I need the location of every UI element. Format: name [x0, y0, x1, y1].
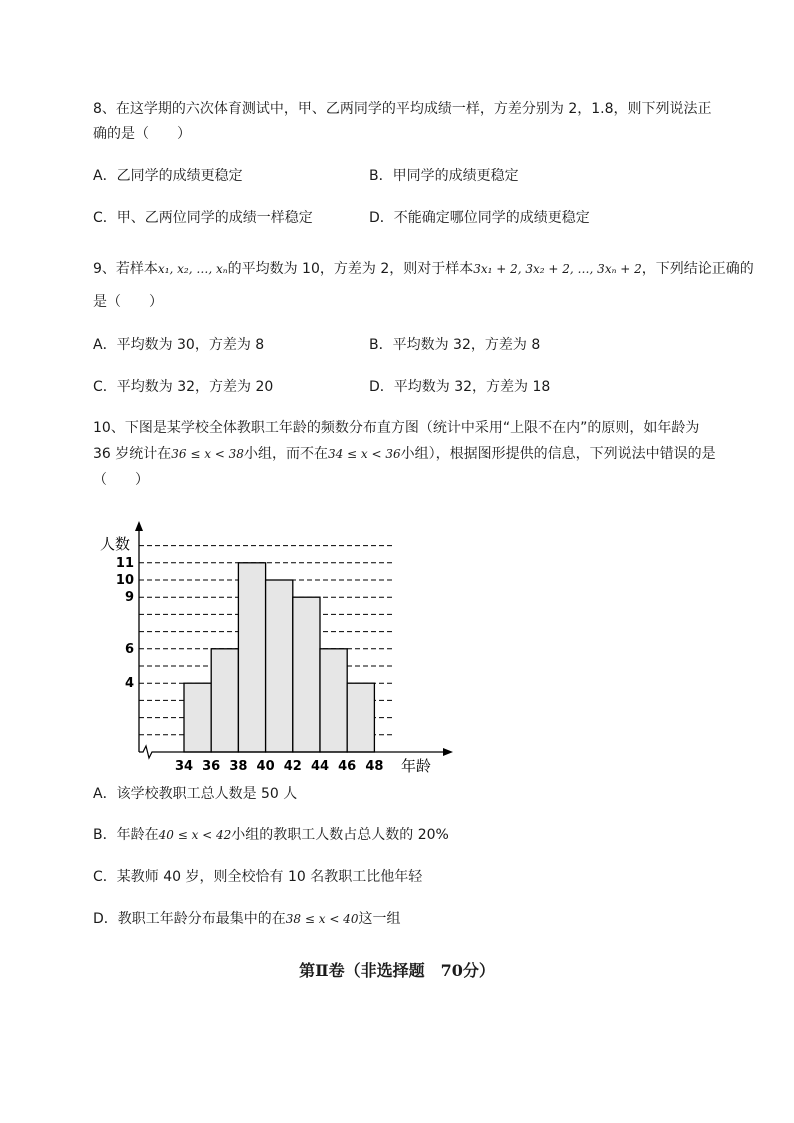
q9-suffix: ，下列结论正确的: [641, 261, 754, 277]
q10-option-a: A．该学校教职工总人数是 50 人: [93, 786, 298, 802]
y-tick-label: 10: [115, 573, 134, 588]
y-tick-label: 11: [115, 555, 134, 571]
q10-line2-a: 36 岁统计在: [93, 446, 172, 462]
histogram-bar: [238, 563, 265, 752]
q10-option-b-a: B．年龄在: [93, 827, 159, 843]
q10-option-d: [93, 909, 400, 929]
x-tick-label: 42: [283, 759, 302, 774]
q9-sample-formula: x₁, x₂, …, xₙ: [157, 262, 228, 276]
x-tick-label: 36: [202, 759, 221, 774]
q10-option-c: C．某教师 40 岁，则全校恰有 10 名教职工比他年轻: [93, 869, 423, 885]
q10-line2-b: 小组，而不在: [243, 446, 328, 462]
q10-option-b: [93, 825, 449, 845]
q9-option-a: A．平均数为 30，方差为 8: [93, 337, 265, 353]
q9-option-b: B．平均数为 32，方差为 8: [369, 337, 541, 353]
histogram-bar: [266, 580, 293, 752]
q8-stem-line1: 8、在这学期的六次体育测试中，甲、乙两同学的平均成绩一样，方差分别为 2，1.8，则下列说法正: [93, 101, 712, 117]
x-axis-arrow: [443, 748, 453, 756]
x-axis-label: 年龄: [401, 757, 432, 775]
y-tick-label: 9: [124, 590, 134, 606]
x-tick-label: 48: [365, 759, 384, 774]
q8-stem-line2: 确的是（ ）: [93, 126, 191, 142]
q8-option-d: D．不能确定哪位同学的成绩更稳定: [369, 210, 590, 226]
histogram-bar: [320, 649, 347, 752]
bars: [184, 563, 374, 752]
q8-option-b: B．甲同学的成绩更稳定: [369, 168, 519, 184]
q10-stem-line3: （ ）: [93, 472, 149, 488]
q10-option-d-b: 这一组: [358, 911, 401, 927]
q10-option-b-b: 小组的教职工人数占总人数的 20%: [231, 827, 449, 843]
q10-stem-line1: 10、下图是某学校全体教职工年龄的频数分布直方图（统计中采用“上限不在内”的原则，如年龄为: [93, 420, 700, 436]
q8-option-c: C．甲、乙两位同学的成绩一样稳定: [93, 210, 313, 226]
q10-option-d-ineq: 38 ≤ x < 40: [285, 912, 359, 926]
x-tick-label: 34: [174, 759, 194, 774]
q9-option-d: D．平均数为 32，方差为 18: [369, 379, 551, 395]
y-axis-arrow: [135, 521, 143, 531]
section-title: 第Ⅱ卷（非选择题 70分）: [299, 961, 495, 980]
histogram-bar: [347, 683, 374, 752]
histogram-bar: [184, 683, 211, 752]
x-tick-label: 44: [310, 759, 330, 774]
q10-option-b-ineq: 40 ≤ x < 42: [158, 828, 232, 842]
x-tick-label: 46: [338, 759, 357, 774]
q10-line2-c: 小组），根据图形提供的信息，下列说法中错误的是: [400, 446, 716, 462]
x-tick-label: 40: [256, 759, 275, 774]
axis-break-mark: [139, 746, 154, 758]
q9-stem-line2: 是（ ）: [93, 294, 163, 310]
q10-ineq1: 36 ≤ x < 38: [171, 447, 244, 461]
q9-option-c: C．平均数为 32，方差为 20: [93, 379, 274, 395]
x-tick-label: 38: [229, 759, 248, 774]
q8-option-a: A．乙同学的成绩更稳定: [93, 168, 243, 184]
q9-transformed-formula: 3x₁ + 2, 3x₂ + 2, …, 3xₙ + 2: [473, 262, 642, 276]
q10-option-d-a: D．教职工年龄分布最集中的在: [93, 911, 286, 927]
histogram-bar: [211, 649, 238, 752]
histogram-bar: [293, 597, 320, 752]
y-tick-label: 4: [124, 676, 134, 692]
q9-mid: 的平均数为 10，方差为 2，则对于样本: [227, 261, 474, 277]
y-tick-label: 6: [124, 641, 134, 657]
q9-prefix: 9、若样本: [93, 261, 158, 277]
q10-ineq2: 34 ≤ x < 36: [327, 447, 401, 461]
y-axis-label: 人数: [100, 535, 131, 553]
